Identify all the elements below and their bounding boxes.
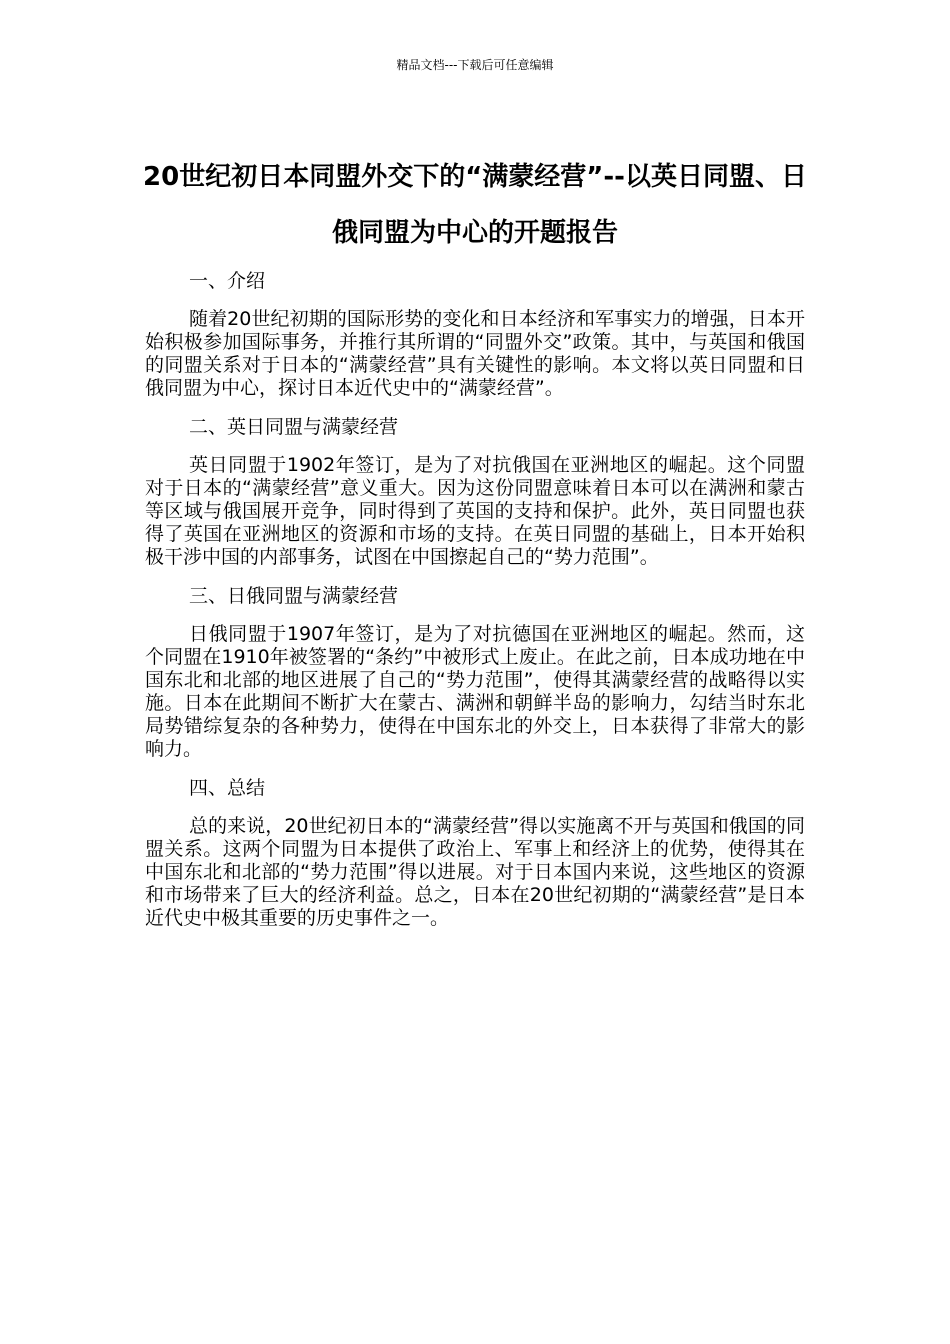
section-heading-introduction: 一、介绍 [189,270,266,292]
paragraph-anglo-japanese-alliance: 英日同盟于1902年签订，是为了对抗俄国在亚洲地区的崛起。这个同盟对于日本的“满蒙经营”意义重大。因为这份同盟意味着日本可以在满洲和蒙古等区域与俄国展开竞争，同时得到了英国的支持和保护。此外，英日同盟也获得了英国在亚洲地区的资源和市场的支持。在英日同盟的基础上，日本开始积极干涉中国的内部事务，试图在中国擦起自己的“势力范围”。 [145,454,805,568]
paragraph-russo-japanese-alliance: 日俄同盟于1907年签订，是为了对抗德国在亚洲地区的崛起。然而，这个同盟在1910年被签署的“条约”中被形式上废止。在此之前，日本成功地在中国东北和北部的地区进展了自己的“势力范围”，使得其满蒙经营的战略得以实施。日本在此期间不断扩大在蒙古、满洲和朝鲜半岛的影响力，勾结当时东北局势错综复杂的各种势力，使得在中国东北的外交上，日本获得了非常大的影响力。 [145,623,805,760]
document-title: 20世纪初日本同盟外交下的“满蒙经营”--以英日同盟、日俄同盟为中心的开题报告 [143,162,807,249]
paragraph-conclusion: 总的来说，20世纪初日本的“满蒙经营”得以实施离不开与英国和俄国的同盟关系。这两个同盟为日本提供了政治上、军事上和经济上的优势，使得其在中国东北和北部的“势力范围”得以进展。对于日本国内来说，这些地区的资源和市场带来了巨大的经济利益。总之，日本在20世纪初期的“满蒙经营”是日本近代史中极其重要的历史事件之一。 [145,815,805,929]
section-heading-anglo-japanese-alliance: 二、英日同盟与满蒙经营 [189,416,399,438]
paragraph-introduction: 随着20世纪初期的国际形势的变化和日本经济和军事实力的增强，日本开始积极参加国际事务，并推行其所谓的“同盟外交”政策。其中，与英国和俄国的同盟关系对于日本的“满蒙经营”具有关键性的影响。本文将以英日同盟和日俄同盟为中心，探讨日本近代史中的“满蒙经营”。 [145,308,805,399]
section-heading-conclusion: 四、总结 [189,777,266,799]
document-body [145,270,805,946]
page-header: 精品文档---下载后可任意编辑 [396,58,554,72]
section-heading-russo-japanese-alliance: 三、日俄同盟与满蒙经营 [189,585,399,607]
